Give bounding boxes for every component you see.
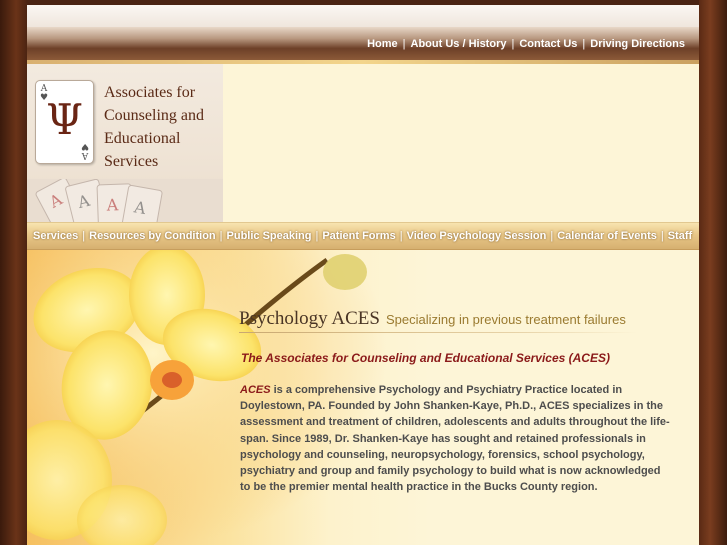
org-name — [104, 81, 224, 173]
card-corner-letter: A — [81, 150, 89, 160]
nav-home-link[interactable]: Home — [367, 38, 398, 50]
main-nav-links — [33, 223, 692, 249]
card-corner-bottom — [81, 141, 89, 159]
nav-calendar-link[interactable]: Calendar of Events — [557, 230, 657, 242]
intro-lead-word: ACES — [240, 384, 271, 396]
org-name-line: Educational — [104, 130, 181, 147]
nav-separator: | — [82, 230, 86, 242]
card-corner-pip-icon: ♥ — [80, 141, 89, 151]
nav-services-link[interactable]: Services — [33, 230, 79, 242]
nav-separator: | — [402, 38, 406, 50]
page-headline — [239, 308, 626, 330]
org-name-line: Services — [104, 153, 159, 170]
nav-resources-link[interactable]: Resources by Condition — [89, 230, 216, 242]
main-nav — [27, 222, 699, 250]
top-nav — [27, 27, 699, 60]
nav-separator: | — [511, 38, 515, 50]
org-name-line: Counseling and — [104, 107, 204, 124]
content-area — [27, 250, 699, 545]
left-frame — [0, 0, 27, 545]
nav-separator: | — [315, 230, 319, 242]
svg-text:A: A — [106, 195, 119, 215]
top-nav-links — [367, 35, 685, 53]
nav-staff-link[interactable]: Staff — [667, 230, 693, 242]
psi-logo-icon: Ψ — [46, 95, 83, 144]
nav-contact-link[interactable]: Contact Us — [519, 38, 578, 50]
logo-card[interactable] — [35, 80, 94, 164]
card-corner-letter: A — [40, 84, 48, 94]
page — [27, 5, 699, 545]
nav-separator: | — [660, 230, 664, 242]
headline-title: Psychology ACES — [239, 308, 380, 329]
top-fade — [27, 5, 699, 27]
svg-text:A: A — [132, 197, 148, 219]
org-name-line: Associates for — [104, 84, 196, 101]
svg-text:A: A — [46, 189, 66, 212]
nav-patient-forms-link[interactable]: Patient Forms — [322, 230, 396, 242]
nav-separator: | — [399, 230, 403, 242]
header-banner — [223, 64, 699, 222]
intro-paragraph — [240, 382, 670, 495]
nav-separator: | — [582, 38, 586, 50]
playing-cards-decoration — [27, 179, 223, 222]
nav-separator: | — [550, 230, 554, 242]
header-logo-panel — [27, 64, 223, 222]
tagline: The Associates for Counseling and Educational Services (ACES) — [241, 351, 610, 365]
headline-divider — [239, 332, 637, 333]
nav-about-link[interactable]: About Us / History — [410, 38, 507, 50]
card-corner-pip-icon: ♥ — [40, 93, 49, 103]
svg-text:A: A — [75, 190, 92, 212]
nav-directions-link[interactable]: Driving Directions — [590, 38, 685, 50]
nav-public-speaking-link[interactable]: Public Speaking — [226, 230, 312, 242]
headline-subtitle: Specializing in previous treatment failures — [385, 312, 626, 327]
right-frame — [699, 0, 727, 545]
intro-text: is a comprehensive Psychology and Psychiatry Practice located in Doylestown, PA. Founded by John Shanken-Kaye, Ph.D., ACES specializes in the assessment and treatment of children, adolescents and adults throughout the life-span. Since 1989, Dr. Shanken-Kaye has sought and retained professionals in psychology and counseling, neuropsychology, forensics, school psychology, psychiatry and group and family psychology to build what is now acknowledged to be the premier mental health practice in the Bucks County region. — [240, 384, 670, 494]
nav-video-session-link[interactable]: Video Psychology Session — [406, 230, 547, 242]
nav-separator: | — [219, 230, 223, 242]
